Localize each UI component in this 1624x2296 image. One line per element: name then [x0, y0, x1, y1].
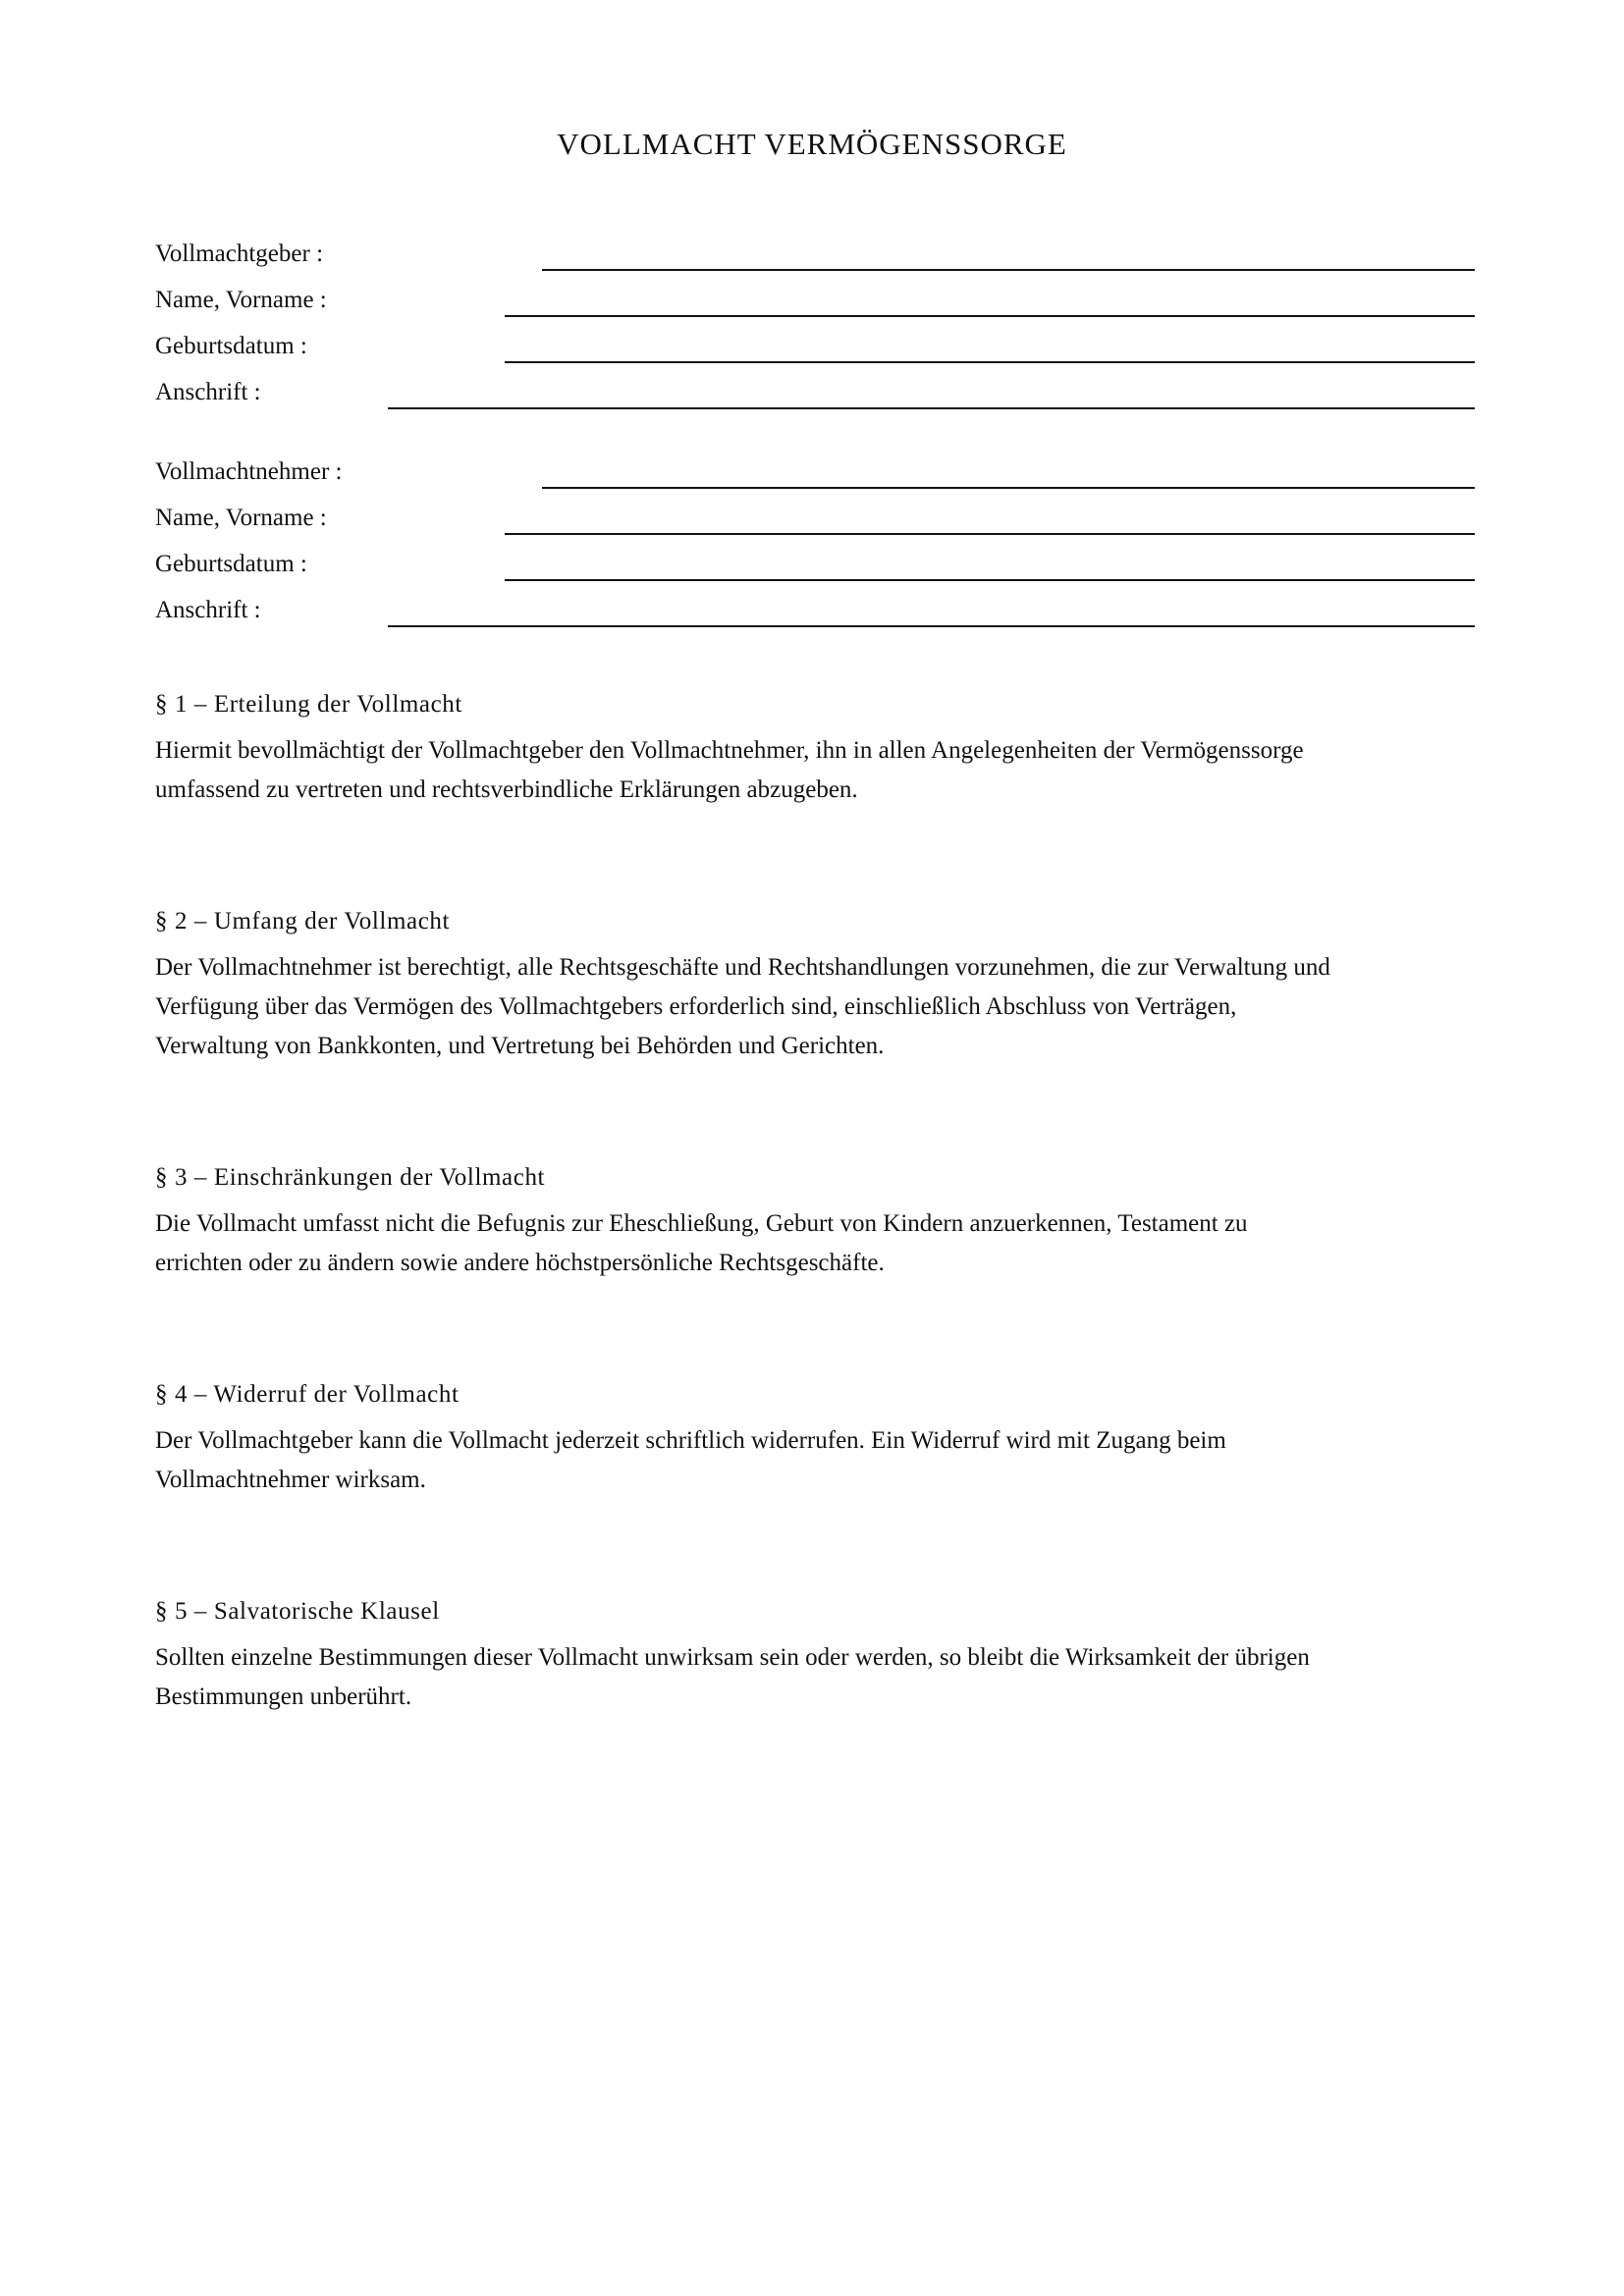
section-body: [155, 1421, 1471, 1500]
grantor-name-line[interactable]: [505, 315, 1475, 317]
grantor-heading-row: [155, 238, 1475, 277]
section-line: Hiermit bevollmächtigt der Vollmachtgeber den Vollmachtnehmer, ihn in allen Angelegenheiten der Vermögenssorge: [155, 737, 1304, 764]
grantor-name-row: [155, 284, 1475, 323]
grantee-name-line[interactable]: [505, 533, 1475, 535]
section-body: [155, 948, 1471, 1066]
section-heading: § 1 – Erteilung der Vollmacht: [155, 691, 462, 718]
section-heading: § 4 – Widerruf der Vollmacht: [155, 1381, 460, 1408]
section-line: Bestimmungen unberührt.: [155, 1683, 412, 1710]
section-line: Verwaltung von Bankkonten, und Vertretung bei Behörden und Gerichten.: [155, 1033, 885, 1059]
section-heading: § 3 – Einschränkungen der Vollmacht: [155, 1164, 546, 1191]
grantor-birthdate-line[interactable]: [505, 361, 1475, 363]
section-body: [155, 1638, 1471, 1717]
section-line: errichten oder zu ändern sowie andere höchstpersönliche Rechtsgeschäfte.: [155, 1250, 885, 1276]
grantor-address-row: [155, 376, 1475, 415]
grantor-signature-line[interactable]: [542, 269, 1475, 271]
section-5: [155, 1595, 1471, 1717]
section-body: [155, 731, 1471, 810]
grantee-address-label: Anschrift :: [155, 597, 261, 623]
grantor-birthdate-label: Geburtsdatum :: [155, 333, 307, 359]
section-heading: § 5 – Salvatorische Klausel: [155, 1598, 440, 1625]
section-line: Der Vollmachtgeber kann die Vollmacht jederzeit schriftlich widerrufen. Ein Widerruf wird mit Zugang beim: [155, 1427, 1226, 1454]
section-heading: § 2 – Umfang der Vollmacht: [155, 908, 451, 934]
grantor-heading-label: Vollmachtgeber :: [155, 240, 324, 267]
grantor-birthdate-row: [155, 330, 1475, 369]
grantee-birthdate-row: [155, 548, 1475, 587]
grantor-address-label: Anschrift :: [155, 379, 261, 405]
section-line: Sollten einzelne Bestimmungen dieser Vollmacht unwirksam sein oder werden, so bleibt die Wirksamkeit der übrigen: [155, 1644, 1310, 1671]
grantee-address-line[interactable]: [388, 625, 1475, 627]
section-1: [155, 688, 1471, 810]
grantee-name-row: [155, 502, 1475, 541]
document-title: VOLLMACHT VERMÖGENSSORGE: [557, 127, 1067, 161]
section-line: Der Vollmachtnehmer ist berechtigt, alle Rechtsgeschäfte und Rechtshandlungen vorzunehmen, die zur Verwaltung und: [155, 954, 1330, 981]
section-line: Vollmachtnehmer wirksam.: [155, 1467, 426, 1493]
grantee-name-label: Name, Vorname :: [155, 505, 327, 531]
grantee-birthdate-line[interactable]: [505, 579, 1475, 581]
grantor-name-label: Name, Vorname :: [155, 287, 327, 313]
section-line: Verfügung über das Vermögen des Vollmachtgebers erforderlich sind, einschließlich Abschluss von Verträgen,: [155, 993, 1237, 1020]
grantor-address-line[interactable]: [388, 407, 1475, 409]
grantee-heading-label: Vollmachtnehmer :: [155, 458, 343, 485]
section-line: umfassend zu vertreten und rechtsverbindliche Erklärungen abzugeben.: [155, 776, 858, 803]
grantee-birthdate-label: Geburtsdatum :: [155, 551, 307, 577]
section-line: Die Vollmacht umfasst nicht die Befugnis zur Eheschließung, Geburt von Kindern anzuerkennen, Testament zu: [155, 1210, 1248, 1237]
section-4: [155, 1378, 1471, 1500]
grantee-heading-row: [155, 455, 1475, 495]
section-2: [155, 905, 1471, 1066]
grantee-address-row: [155, 594, 1475, 633]
grantee-signature-line[interactable]: [542, 487, 1475, 489]
section-body: [155, 1204, 1471, 1283]
section-3: [155, 1161, 1471, 1283]
